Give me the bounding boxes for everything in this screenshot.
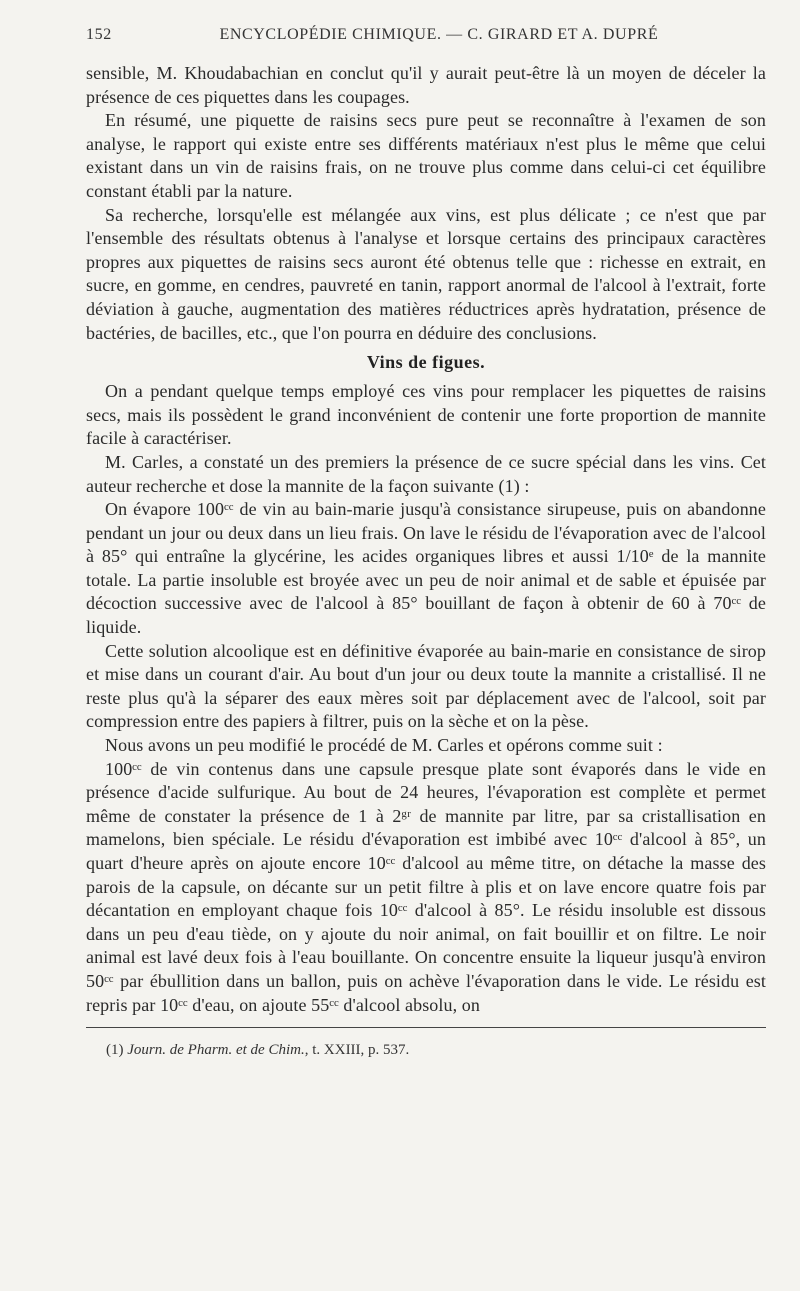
paragraph: Nous avons un peu modifié le procédé de M. Carles et opérons comme suit : bbox=[105, 735, 663, 756]
paragraph: On évapore 100ᶜᶜ de vin au bain-marie jusqu'à consistance sirupeuse, puis on abandonne pendant un jour ou deux dans un lieu frais. On lave le résidu de l'évaporation avec de l'alcool à 85° qui entraîne la glycérine, les acides organiques libres et aussi 1/10ᵉ de la mannite totale. La partie insoluble est broyée avec un peu de noir animal et de sable et épuisée par décoction successive avec de l'alcool à 85° bouillant de façon à obtenir de 60 à 70ᶜᶜ de liquide. bbox=[86, 499, 766, 638]
paragraph: Sa recherche, lorsqu'elle est mélangée aux vins, est plus délicate ; ce n'est que par l'ensemble des résultats obtenus à l'analyse et lorsque certains des principaux caractères propres aux piquettes de raisins secs auront été obtenus telle que : richesse en extrait, en sucre, en gomme, en cendres, pauvreté en tanin, rapport anormal de l'alcool à l'extrait, forte déviation à gauche, augmentation des matières réductrices après hydratation, présence de bactéries, de bacilles, etc., que l'on pourra en déduire des conclusions. bbox=[86, 204, 766, 343]
footnote-divider bbox=[86, 1027, 766, 1028]
paragraph: En résumé, une piquette de raisins secs pure peut se reconnaître à l'examen de son analyse, le rapport qui existe entre ses différents matériaux n'est plus le même que celui existant dans un vin de raisins frais, on ne trouve plus comme dans celui-ci cet équilibre constant établi par la nature. bbox=[86, 110, 766, 201]
body-text bbox=[86, 62, 766, 1017]
paragraph: M. Carles, a constaté un des premiers la présence de ce sucre spécial dans les vins. Cet auteur recherche et dose la mannite de la façon suivante (1) : bbox=[86, 451, 766, 496]
footnote-marker: (1) bbox=[106, 1042, 124, 1059]
footnote-details: , t. XXIII, p. 537. bbox=[304, 1042, 410, 1059]
footnote bbox=[86, 1042, 766, 1059]
paragraph: On a pendant quelque temps employé ces vins pour remplacer les piquettes de raisins secs, mais ils possèdent le grand inconvénient de contenir une forte proportion de mannite facile à caractériser. bbox=[86, 381, 766, 449]
page bbox=[86, 26, 766, 1059]
paragraph: 100ᶜᶜ de vin contenus dans une capsule presque plate sont évaporés dans le vide en présence d'acide sulfurique. Au bout de 24 heures, l'évaporation est complète et permet même de constater la présence de 1 à 2ᵍʳ de mannite par litre, par sa cristallisation en mamelons, bien spéciale. Le résidu d'évaporation est imbibé avec 10ᶜᶜ d'alcool à 85°, un quart d'heure après on ajoute encore 10ᶜᶜ d'alcool au même titre, on détache la masse des parois de la capsule, on décante sur un petit filtre à plis et on lave encore quatre fois par décantation en employant chaque fois 10ᶜᶜ d'alcool à 85°. Le résidu insoluble est dissous dans un peu d'eau tiède, on y ajoute du noir animal, on fait bouillir et on filtre. Le noir animal est lavé deux fois à l'eau bouillante. On concentre ensuite la liqueur jusqu'à environ 50ᶜᶜ par ébullition dans un ballon, puis on achève l'évaporation dans le vide. Le résidu est repris par 10ᶜᶜ d'eau, on ajoute 55ᶜᶜ d'alcool absolu, on bbox=[86, 758, 766, 1015]
section-title: Vins de figues. bbox=[366, 352, 486, 373]
paragraph: sensible, M. Khoudabachian en conclut qu'il y aurait peut-être là un moyen de déceler la présence de ces piquettes dans les coupages. bbox=[86, 63, 766, 107]
footnote-source: Journ. de Pharm. et de Chim. bbox=[127, 1042, 305, 1059]
running-header bbox=[86, 26, 766, 62]
paragraph: Cette solution alcoolique est en définitive évaporée au bain-marie en consistance de sirop et mise dans un courant d'air. Au bout d'un jour ou deux toute la mannite a cristallisé. Il ne reste plus qu'à la séparer des eaux mères soit par déplacement avec de l'alcool, soit par compression entre des papiers à filtrer, puis on la sèche et on la pèse. bbox=[86, 640, 766, 732]
running-title: ENCYCLOPÉDIE CHIMIQUE. — C. GIRARD ET A. DUPRÉ bbox=[219, 26, 659, 43]
page-number: 152 bbox=[86, 26, 112, 43]
